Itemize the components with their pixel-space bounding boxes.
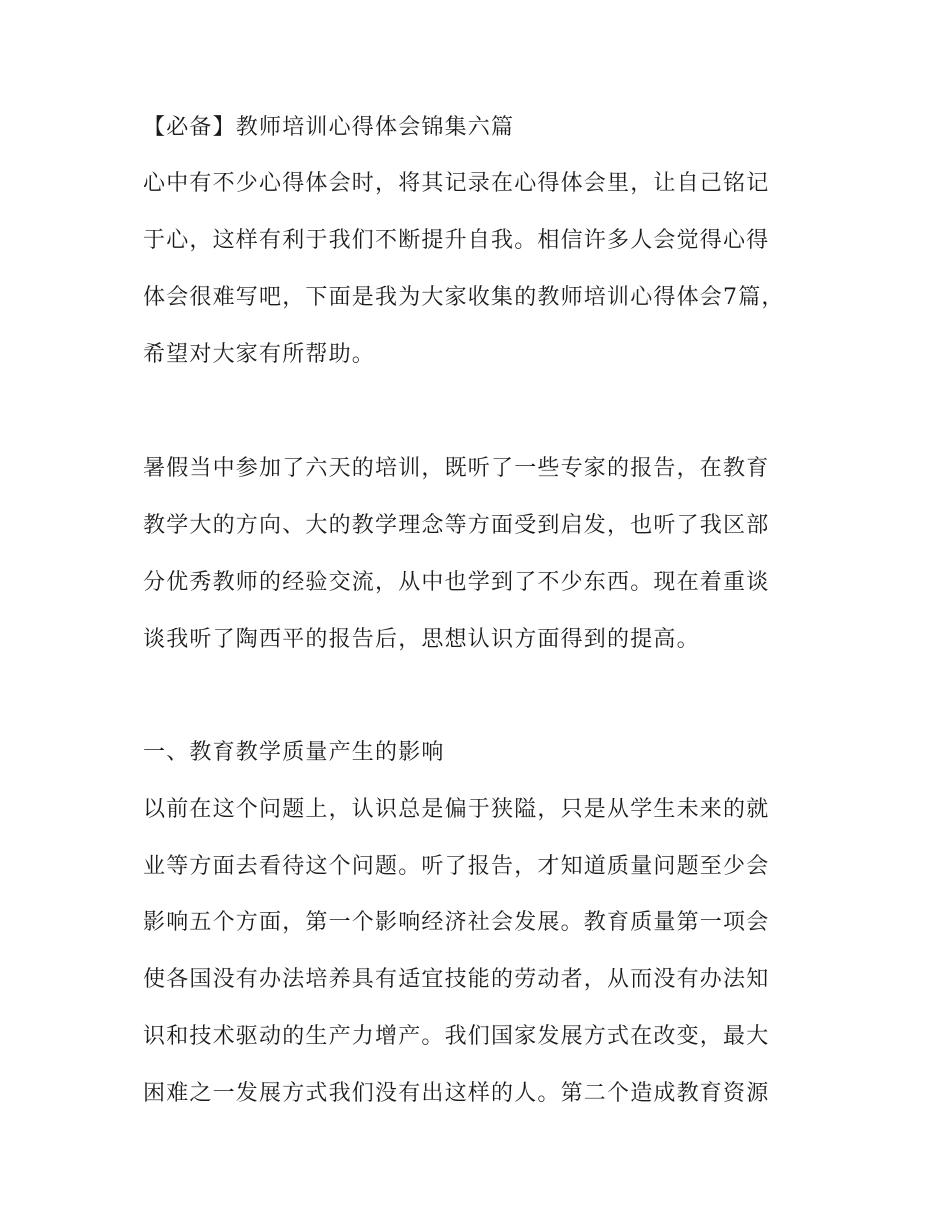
intro-line: 希望对大家有所帮助。 xyxy=(143,342,376,367)
document-title: 【必备】教师培训心得体会锦集六篇 xyxy=(143,115,515,140)
paragraph-line: 识和技术驱动的生产力增产。我们国家发展方式在改变，最大 xyxy=(143,1024,770,1049)
intro-line: 心中有不少心得体会时，将其记录在心得体会里，让自己铭记 xyxy=(143,171,770,196)
paragraph-line: 谈我听了陶西平的报告后，思想认识方面得到的提高。 xyxy=(143,627,700,652)
paragraph-line: 困难之一发展方式我们没有出这样的人。第二个造成教育资源 xyxy=(143,1081,770,1106)
paragraph-line: 以前在这个问题上，认识总是偏于狭隘，只是从学生未来的就 xyxy=(143,797,770,822)
paragraph-line: 使各国没有办法培养具有适宜技能的劳动者，从而没有办法知 xyxy=(143,967,770,992)
paragraph-line: 暑假当中参加了六天的培训，既听了一些专家的报告，在教育 xyxy=(143,456,770,481)
intro-line: 于心，这样有利于我们不断提升自我。相信许多人会觉得心得 xyxy=(143,228,770,253)
intro-line: 体会很难写吧，下面是我为大家收集的教师培训心得体会7篇， xyxy=(143,285,785,310)
section-heading: 一、教育教学质量产生的影响 xyxy=(143,740,445,765)
paragraph-line: 影响五个方面，第一个影响经济社会发展。教育质量第一项会 xyxy=(143,910,770,935)
paragraph-line: 业等方面去看待这个问题。听了报告，才知道质量问题至少会 xyxy=(143,854,770,879)
paragraph-line: 教学大的方向、大的教学理念等方面受到启发，也听了我区部 xyxy=(143,513,770,538)
paragraph-line: 分优秀教师的经验交流，从中也学到了不少东西。现在着重谈 xyxy=(143,570,770,595)
